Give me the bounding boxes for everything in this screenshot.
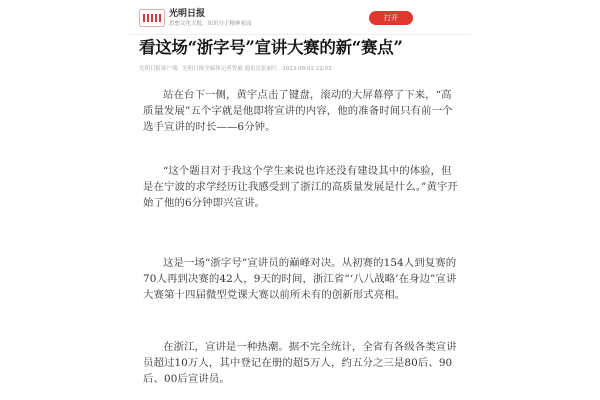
article-meta (139, 64, 464, 72)
article-paragraph: “这个题目对于我这个学生来说也许还没有建设其中的体验，但是在宁波的求学经历让我感受到了浙江的高质量发展是什么。”黄宇开始了他的6分钟即兴宣讲。 (143, 165, 458, 209)
open-app-button[interactable]: 打开 (369, 11, 413, 25)
article-timestamp: 2023-08-02 22:53 (282, 66, 332, 72)
article-title: 看这场“浙字号”宣讲大赛的新“赛点” (139, 38, 403, 57)
article-source: 光明日报客户端 (139, 66, 178, 72)
app-slogan: 思想文化大报，知识分子精神家园 (169, 21, 252, 27)
article-page (129, 0, 471, 400)
article-paragraph: 在浙江，宣讲是一种热潮。据不完全统计，全省有各级各类宣讲员超过10万人，其中登记在册的超5万人，约五分之三是80后、90后、00后宣讲员。 (143, 341, 457, 385)
app-name: 光明日报 (169, 9, 206, 19)
guangming-daily-logo-icon (139, 9, 165, 27)
article-paragraph: 站在台下一侧，黄宇点击了键盘，滚动的大屏幕停了下来，“高质量发展”五个字就是他即将宣讲的内容，他的准备时间只有前一个选手宣讲的时长——6分钟。 (143, 89, 453, 133)
article-reporters: 光明日报全媒体记者曾毅 通讯员张丽红 (182, 66, 278, 72)
app-banner (129, 0, 471, 35)
article-paragraph: 这是一场“浙字号”宣讲员的巅峰对决。从初赛的154人到复赛的70人再到决赛的42人，9天的时间，浙江省“‘八八战略’在身边”宣讲大赛第十四届微型党课大赛以前所未有的创新形式亮相。 (143, 257, 457, 301)
